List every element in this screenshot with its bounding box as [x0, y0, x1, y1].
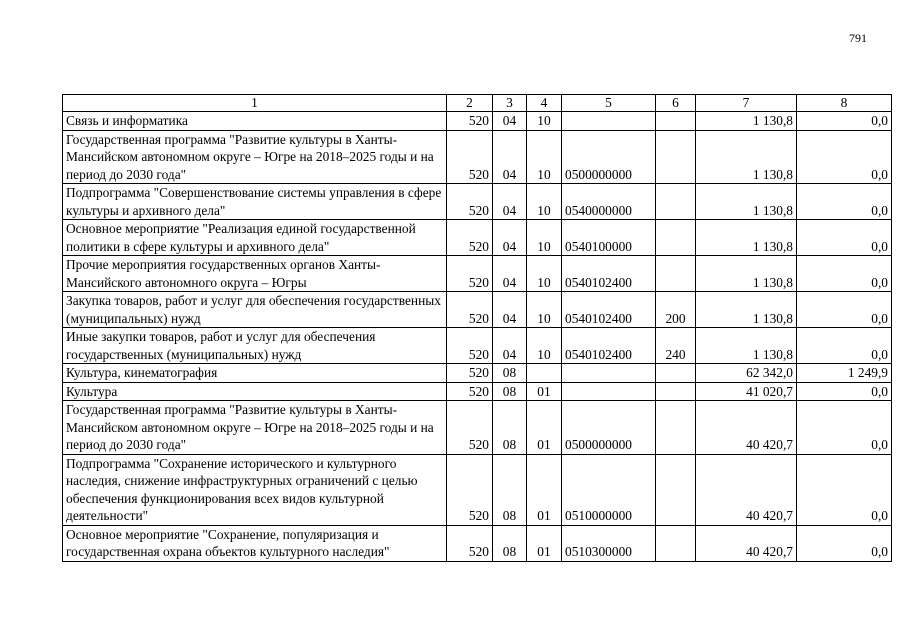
- page-number: 791: [849, 31, 867, 45]
- table-row: [63, 382, 892, 401]
- section-cell: 08: [493, 525, 527, 561]
- section-cell: 04: [493, 292, 527, 328]
- header-cell: 7: [696, 95, 797, 112]
- row-name-cell: Прочие мероприятия государственных органов Ханты-Мансийского автономного округа – Югры: [63, 256, 447, 292]
- table-header: [63, 95, 892, 112]
- grbs-cell: 520: [447, 220, 493, 256]
- target-article-cell: 0540100000: [562, 220, 656, 256]
- amount-cell: 41 020,7: [696, 382, 797, 401]
- subsection-cell: 01: [527, 525, 562, 561]
- federal-amount-cell: 0,0: [797, 328, 892, 364]
- section-cell: 04: [493, 130, 527, 184]
- federal-amount-cell: 0,0: [797, 256, 892, 292]
- row-name-cell: Культура, кинематография: [63, 364, 447, 383]
- header-row: [63, 95, 892, 112]
- table-row: [63, 220, 892, 256]
- expense-type-cell: [656, 220, 696, 256]
- expense-type-cell: [656, 184, 696, 220]
- amount-cell: 1 130,8: [696, 328, 797, 364]
- amount-cell: 1 130,8: [696, 220, 797, 256]
- federal-amount-cell: 0,0: [797, 130, 892, 184]
- subsection-cell: 10: [527, 184, 562, 220]
- expense-type-cell: 200: [656, 292, 696, 328]
- grbs-cell: 520: [447, 292, 493, 328]
- header-cell: 4: [527, 95, 562, 112]
- expense-type-cell: [656, 364, 696, 383]
- target-article-cell: 0540102400: [562, 328, 656, 364]
- expense-type-cell: [656, 454, 696, 525]
- subsection-cell: 01: [527, 382, 562, 401]
- amount-cell: 1 130,8: [696, 292, 797, 328]
- federal-amount-cell: 0,0: [797, 112, 892, 131]
- table-row: [63, 454, 892, 525]
- section-cell: 04: [493, 112, 527, 131]
- grbs-cell: 520: [447, 328, 493, 364]
- table-row: [63, 112, 892, 131]
- federal-amount-cell: 0,0: [797, 220, 892, 256]
- subsection-cell: 10: [527, 112, 562, 131]
- federal-amount-cell: 0,0: [797, 184, 892, 220]
- federal-amount-cell: 0,0: [797, 525, 892, 561]
- section-cell: 04: [493, 256, 527, 292]
- section-cell: 08: [493, 364, 527, 383]
- table-body: [63, 112, 892, 562]
- grbs-cell: 520: [447, 112, 493, 131]
- header-cell: 3: [493, 95, 527, 112]
- target-article-cell: [562, 364, 656, 383]
- table-row: [63, 292, 892, 328]
- target-article-cell: 0540000000: [562, 184, 656, 220]
- expense-type-cell: 240: [656, 328, 696, 364]
- section-cell: 08: [493, 454, 527, 525]
- budget-table: [62, 94, 892, 562]
- target-article-cell: 0540102400: [562, 256, 656, 292]
- row-name-cell: Основное мероприятие "Сохранение, популяризация и государственная охрана объектов культурного наследия": [63, 525, 447, 561]
- subsection-cell: [527, 364, 562, 383]
- grbs-cell: 520: [447, 130, 493, 184]
- row-name-cell: Закупка товаров, работ и услуг для обеспечения государственных (муниципальных) нужд: [63, 292, 447, 328]
- amount-cell: 40 420,7: [696, 454, 797, 525]
- expense-type-cell: [656, 525, 696, 561]
- grbs-cell: 520: [447, 364, 493, 383]
- section-cell: 04: [493, 220, 527, 256]
- federal-amount-cell: 0,0: [797, 454, 892, 525]
- row-name-cell: Культура: [63, 382, 447, 401]
- amount-cell: 62 342,0: [696, 364, 797, 383]
- federal-amount-cell: 1 249,9: [797, 364, 892, 383]
- amount-cell: 40 420,7: [696, 525, 797, 561]
- target-article-cell: [562, 112, 656, 131]
- subsection-cell: 10: [527, 220, 562, 256]
- target-article-cell: 0500000000: [562, 401, 656, 455]
- amount-cell: 1 130,8: [696, 112, 797, 131]
- federal-amount-cell: 0,0: [797, 292, 892, 328]
- subsection-cell: 10: [527, 292, 562, 328]
- table-row: [63, 184, 892, 220]
- section-cell: 08: [493, 401, 527, 455]
- expense-type-cell: [656, 112, 696, 131]
- subsection-cell: 10: [527, 256, 562, 292]
- grbs-cell: 520: [447, 401, 493, 455]
- row-name-cell: Иные закупки товаров, работ и услуг для обеспечения государственных (муниципальных) нужд: [63, 328, 447, 364]
- table-row: [63, 130, 892, 184]
- expense-type-cell: [656, 256, 696, 292]
- federal-amount-cell: 0,0: [797, 382, 892, 401]
- subsection-cell: 01: [527, 454, 562, 525]
- subsection-cell: 10: [527, 130, 562, 184]
- section-cell: 04: [493, 328, 527, 364]
- section-cell: 08: [493, 382, 527, 401]
- header-cell: 8: [797, 95, 892, 112]
- subsection-cell: 01: [527, 401, 562, 455]
- table-row: [63, 525, 892, 561]
- amount-cell: 1 130,8: [696, 130, 797, 184]
- row-name-cell: Государственная программа "Развитие культуры в Ханты-Мансийском автономном округе – Югре на 2018–2025 годы и на период до 2030 года": [63, 130, 447, 184]
- table-row: [63, 364, 892, 383]
- row-name-cell: Связь и информатика: [63, 112, 447, 131]
- amount-cell: 1 130,8: [696, 256, 797, 292]
- expense-type-cell: [656, 130, 696, 184]
- header-cell: 5: [562, 95, 656, 112]
- row-name-cell: Основное мероприятие "Реализация единой государственной политики в сфере культуры и архивного дела": [63, 220, 447, 256]
- grbs-cell: 520: [447, 256, 493, 292]
- grbs-cell: 520: [447, 382, 493, 401]
- federal-amount-cell: 0,0: [797, 401, 892, 455]
- grbs-cell: 520: [447, 184, 493, 220]
- amount-cell: 40 420,7: [696, 401, 797, 455]
- header-cell: 1: [63, 95, 447, 112]
- expense-type-cell: [656, 382, 696, 401]
- target-article-cell: 0510300000: [562, 525, 656, 561]
- header-cell: 2: [447, 95, 493, 112]
- target-article-cell: 0500000000: [562, 130, 656, 184]
- target-article-cell: [562, 382, 656, 401]
- header-cell: 6: [656, 95, 696, 112]
- subsection-cell: 10: [527, 328, 562, 364]
- amount-cell: 1 130,8: [696, 184, 797, 220]
- row-name-cell: Подпрограмма "Сохранение исторического и культурного наследия, снижение инфраструктурных ограничений с целью обеспечения функционирования всех видов культурной деятельности": [63, 454, 447, 525]
- target-article-cell: 0510000000: [562, 454, 656, 525]
- grbs-cell: 520: [447, 454, 493, 525]
- row-name-cell: Подпрограмма "Совершенствование системы управления в сфере культуры и архивного дела": [63, 184, 447, 220]
- expense-type-cell: [656, 401, 696, 455]
- table-row: [63, 401, 892, 455]
- table-row: [63, 256, 892, 292]
- target-article-cell: 0540102400: [562, 292, 656, 328]
- section-cell: 04: [493, 184, 527, 220]
- table-row: [63, 328, 892, 364]
- row-name-cell: Государственная программа "Развитие культуры в Ханты-Мансийском автономном округе – Югре на 2018–2025 годы и на период до 2030 года": [63, 401, 447, 455]
- grbs-cell: 520: [447, 525, 493, 561]
